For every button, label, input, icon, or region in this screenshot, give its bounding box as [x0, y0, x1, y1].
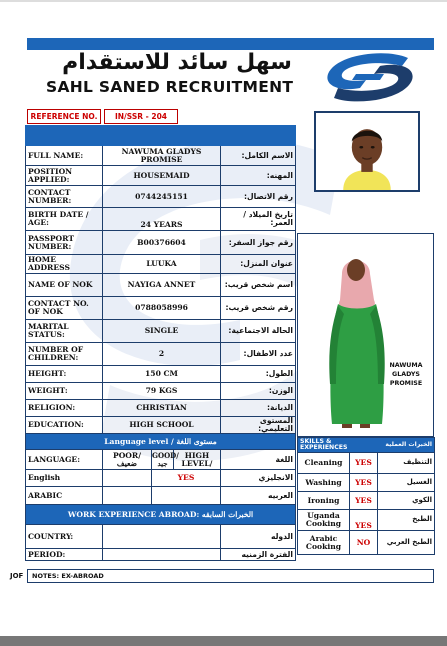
field-value: NAYIGA ANNET [103, 274, 221, 297]
field-label: BIRTH DATE / AGE: [26, 208, 103, 231]
table-row [298, 531, 435, 555]
period-label-arabic: الفترة الزمنيه [221, 549, 296, 561]
field-label: NUMBER OF CHILDREN: [26, 343, 103, 366]
field-label: RELIGION: [26, 400, 103, 417]
skill-name-arabic: التنظيف [378, 453, 435, 474]
field-label-arabic: اسم شخص قريب: [221, 274, 296, 297]
table-row [26, 255, 296, 274]
field-value: 0744245151 [103, 186, 221, 208]
table-row [26, 343, 296, 366]
table-row [26, 366, 296, 383]
table-row [26, 274, 296, 297]
table-row [298, 492, 435, 510]
country-value [103, 525, 221, 549]
table-row [26, 383, 296, 400]
table-row [26, 525, 296, 549]
period-label: PERIOD: [26, 549, 103, 561]
skill-value: YES [350, 453, 378, 474]
header-top-bar [27, 38, 434, 50]
table-row [26, 400, 296, 417]
skill-name-arabic: الغسيل [378, 474, 435, 492]
field-value: HIGH SCHOOL [103, 417, 221, 434]
page-bottom-bar [0, 636, 447, 646]
language-good-value: YES [152, 470, 221, 487]
field-label: HOME ADDRESS [26, 255, 103, 274]
page-top-line [0, 0, 447, 2]
notes-box: NOTES: EX-ABROAD [27, 569, 434, 583]
table-row [26, 208, 296, 231]
field-label: MARITAL STATUS: [26, 320, 103, 343]
work-header-row [26, 505, 296, 525]
language-poor-value [103, 470, 152, 487]
table-row [26, 166, 296, 186]
language-label-arabic: اللغة [221, 450, 296, 470]
language-level-poor: POOR/ ضعيف [103, 450, 152, 470]
field-label-arabic: عنوان المنزل: [221, 255, 296, 274]
language-poor-value [103, 487, 152, 505]
notes-side-label: JOF [10, 572, 24, 580]
work-experience-header: WORK EXPERIENCE ABROAD: الخبرات السابقه [26, 505, 296, 525]
field-label-arabic: رقم شخص قريب: [221, 297, 296, 320]
language-level-good: GOOD/ جيد [152, 451, 179, 468]
field-label-arabic: تاريخ الميلاد / العمر: [221, 208, 296, 231]
field-label-arabic: رقم الاتصال: [221, 186, 296, 208]
field-value: B00376604 [103, 231, 221, 255]
language-name: ARABIC [26, 487, 103, 505]
table-row [26, 320, 296, 343]
field-value: 150 CM [103, 366, 221, 383]
field-label-arabic: الوزن: [221, 383, 296, 400]
field-label-arabic: الديانة: [221, 400, 296, 417]
field-label: POSITION APPLIED: [26, 166, 103, 186]
field-label-arabic: الحالة الاجتماعية: [221, 320, 296, 343]
full-body-photo-frame [297, 233, 434, 437]
skill-name: Ironing [298, 492, 350, 510]
skill-name-arabic: الكوي [378, 492, 435, 510]
field-label: CONTACT NO. OF NOK [26, 297, 103, 320]
reference-value: IN/SSR - 204 [104, 109, 178, 124]
table-row [26, 297, 296, 320]
passport-photo [314, 111, 420, 192]
skill-name-arabic: الطبخ العربي [378, 531, 435, 555]
field-label-arabic: رقم جواز السفر: [221, 231, 296, 255]
field-label: EDUCATION: [26, 417, 103, 434]
table-row [26, 549, 296, 561]
table-row [26, 186, 296, 208]
field-label: NAME OF NOK [26, 274, 103, 297]
applicant-form-table [25, 125, 296, 561]
table-row [26, 470, 296, 487]
skill-value: NO [350, 531, 378, 555]
skill-name: Arabic Cooking [298, 531, 350, 555]
field-value: 0788058996 [103, 297, 221, 320]
language-good-value [152, 487, 221, 505]
form-top-blue-row [26, 126, 296, 146]
field-value: HOUSEMAID [103, 166, 221, 186]
field-label: HEIGHT: [26, 366, 103, 383]
field-label-arabic: الطول: [221, 366, 296, 383]
field-label: PASSPORT NUMBER: [26, 231, 103, 255]
skills-header-english: SKILLS & EXPERIENCES [298, 438, 378, 453]
skill-value: YES [350, 510, 378, 531]
table-row [298, 510, 435, 531]
table-row [26, 146, 296, 166]
skill-name: Uganda Cooking [298, 510, 350, 531]
skills-header-row [298, 438, 435, 453]
field-value: 79 KGS [103, 383, 221, 400]
full-body-photo [298, 234, 433, 436]
field-value: SINGLE [103, 320, 221, 343]
company-name-english: SAHL SANED RECRUITMENT [46, 78, 294, 96]
period-value [103, 549, 221, 561]
country-label: COUNTRY: [26, 525, 103, 549]
field-value: CHRISTIAN [103, 400, 221, 417]
field-label: FULL NAME: [26, 146, 103, 166]
table-row [26, 417, 296, 434]
field-value: 2 [103, 343, 221, 366]
field-label-arabic: المستوى التعليمي: [221, 417, 296, 434]
language-name-arabic: الانجليزي [221, 470, 296, 487]
table-row [26, 487, 296, 505]
language-name: English [26, 470, 103, 487]
field-label-arabic: المهنه: [221, 166, 296, 186]
language-header-row [26, 434, 296, 450]
skill-value: YES [350, 492, 378, 510]
skill-name-arabic: الطبخ [378, 510, 435, 531]
skill-name: Cleaning [298, 453, 350, 474]
country-label-arabic: الدوله [221, 525, 296, 549]
skills-header-arabic: الخبرات العملية [378, 438, 435, 453]
field-value: NAWUMA GLADYS PROMISE [103, 146, 221, 166]
language-label: LANGUAGE: [26, 450, 103, 470]
company-name-arabic: سهل سائد للاستقدام [62, 50, 292, 75]
photo-caption: NAWUMA GLADYS PROMISE [389, 362, 423, 387]
reference-label: REFERENCE NO. [27, 109, 101, 124]
language-level-high: HIGH LEVEL/ [174, 450, 221, 470]
field-label-arabic: الاسم الكامل: [221, 146, 296, 166]
table-row [298, 453, 435, 474]
language-levels-row [26, 450, 296, 470]
skill-name: Washing [298, 474, 350, 492]
field-label-arabic: عدد الاطفال: [221, 343, 296, 366]
skills-table [297, 437, 435, 555]
field-label: WEIGHT: [26, 383, 103, 400]
skill-value: YES [350, 474, 378, 492]
table-row [26, 231, 296, 255]
language-name-arabic: العربيه [221, 487, 296, 505]
field-value: LUUKA [103, 255, 221, 274]
ss-logo-icon [316, 52, 424, 102]
field-label: CONTACT NUMBER: [26, 186, 103, 208]
field-value: 24 YEARS [103, 208, 221, 231]
table-row [298, 474, 435, 492]
language-header: Language level / مستوى اللغة [26, 434, 296, 450]
